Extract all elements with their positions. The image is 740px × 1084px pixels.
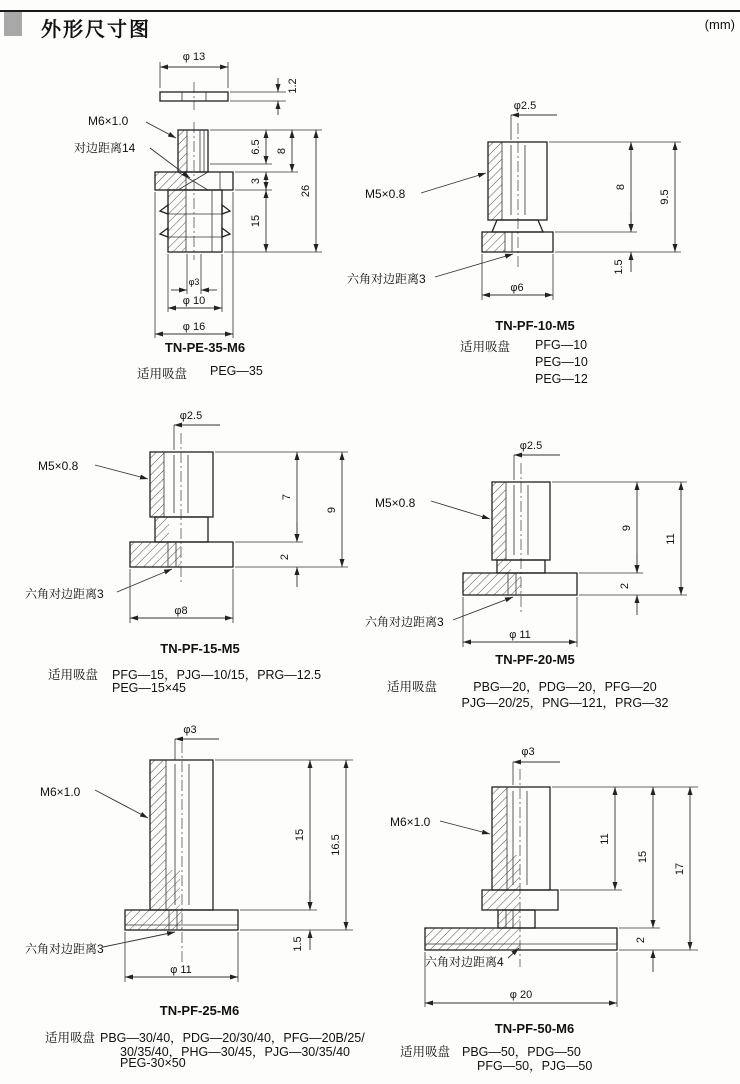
dim-hole: φ3 (521, 746, 535, 758)
thread-label: M6×1.0 (40, 785, 81, 799)
hex-flats-label: 六角对边距离3 (25, 587, 104, 601)
cups-label: 适用吸盘 (387, 680, 438, 694)
dim-shank-dia: φ 10 (182, 295, 206, 307)
dim-flange: 2 (635, 936, 647, 944)
cups-line: PEG—12 (535, 372, 588, 386)
part-geometry (425, 769, 617, 967)
header-accent-square (4, 12, 22, 36)
dim-flange: 1.5 (613, 259, 625, 275)
drawing-title: TN-PF-15-M5 (160, 641, 240, 656)
dim-upper: 15 (637, 850, 649, 864)
dim-overall: 17 (674, 862, 686, 876)
cups-line: PJG—20/25，PNG—121，PRG—32 (461, 696, 669, 710)
part-geometry (155, 82, 233, 260)
drawing-tn-pf-15-m5 (25, 405, 355, 635)
part-geometry (130, 433, 233, 583)
part-geometry (125, 742, 238, 962)
dim-flange-dia: φ8 (174, 605, 188, 617)
dimension-lines (421, 115, 681, 300)
dim-shank: 15 (250, 214, 262, 228)
part-geometry (463, 463, 577, 613)
cups-line: PEG—15×45 (112, 681, 187, 695)
thread-label: M5×0.8 (375, 496, 416, 510)
cups-line: PEG—10 (535, 355, 588, 369)
dim-flange-dia: φ 20 (509, 989, 533, 1001)
cups-label: 适用吸盘 (48, 668, 99, 682)
thread-label: M5×0.8 (365, 187, 406, 201)
cups-label: 适用吸盘 (400, 1045, 451, 1059)
unit-label: (mm) (704, 17, 735, 32)
dimension-lines (95, 425, 348, 623)
header-rule (0, 10, 740, 12)
dim-hole: φ2.5 (513, 100, 537, 112)
hex-flats-label: 六角对边距离4 (425, 955, 504, 969)
dimension-lines (425, 762, 698, 1007)
dim-washer-thickness: 1.2 (287, 78, 299, 94)
page-title: 外形尺寸图 (41, 19, 151, 41)
thread-label: M6×1.0 (390, 815, 431, 829)
hex-flats-label: 六角对边距离3 (365, 615, 444, 629)
part-geometry (482, 123, 553, 267)
dim-flange-dia: φ6 (510, 282, 524, 294)
cups-line: PFG—10 (535, 338, 588, 352)
cups-line: PEG-30×50 (120, 1056, 186, 1070)
dim-hole: φ3 (188, 277, 200, 287)
dim-overall: 9 (326, 506, 338, 514)
dim-upper: 7 (281, 493, 293, 501)
dim-overall: 9.5 (659, 189, 671, 205)
dim-upper: 8 (615, 183, 627, 191)
dim-flange: 1.5 (292, 936, 304, 952)
thread-label: M5×0.8 (38, 459, 79, 473)
drawing-title: TN-PF-20-M5 (495, 652, 575, 667)
dim-hole: φ3 (183, 724, 197, 736)
dim-upper: 8 (276, 147, 288, 155)
dimension-lines (95, 739, 353, 982)
drawing-tn-pe-35-m6 (60, 42, 350, 342)
cups-line: PBG—30/40，PDG—20/30/40，PFG—20B/25/ (100, 1031, 365, 1045)
cups-label: 适用吸盘 (137, 367, 188, 381)
drawing-tn-pf-10-m5 (345, 95, 730, 310)
cups-line: PBG—50，PDG—50 (462, 1045, 581, 1059)
dimension-lines (431, 455, 687, 647)
cups-line: PFG—15，PJG—10/15，PRG—12.5 (112, 668, 322, 682)
dim-flange: 3 (250, 177, 262, 185)
drawing-title: TN-PF-25-M6 (159, 1003, 240, 1018)
drawing-title: TN-PF-10-M5 (495, 318, 575, 333)
cups-line: PFG—50，PJG—50 (477, 1059, 593, 1073)
dim-hole: φ2.5 (179, 410, 203, 422)
drawing-tn-pf-25-m6 (25, 720, 380, 1000)
dim-top-dia: φ 13 (182, 51, 206, 63)
dim-thread-len: 6.5 (250, 139, 262, 155)
drawing-title: TN-PE-35-M6 (164, 340, 246, 355)
cups-line: 30/35/40，PHG—30/45，PJG—30/35/40 (120, 1045, 350, 1059)
cups-line: PBG—20，PDG—20，PFG—20 (473, 680, 657, 694)
dim-overall: 26 (300, 184, 312, 198)
hex-flats-label: 六角对边距离3 (25, 942, 104, 956)
hex-flats-label: 对边距离14 (74, 141, 136, 155)
dim-upper: 9 (621, 524, 633, 532)
cups-label: 适用吸盘 (460, 340, 511, 354)
hex-flats-label: 六角对边距离3 (347, 272, 426, 286)
thread-label: M6×1.0 (88, 114, 129, 128)
dim-overall: 16.5 (330, 834, 342, 856)
dim-upper: 15 (294, 828, 306, 842)
drawing-title: TN-PF-50-M6 (494, 1021, 575, 1036)
drawing-tn-pf-50-m6 (390, 735, 740, 1020)
dim-flange: 2 (279, 553, 291, 561)
dim-flange: 2 (619, 582, 631, 590)
dim-overall: 11 (665, 533, 677, 545)
cups-line: PEG—35 (210, 364, 263, 378)
drawing-tn-pf-20-m5 (365, 435, 695, 670)
dim-flange-dia: φ 16 (182, 321, 206, 333)
cups-label: 适用吸盘 (45, 1031, 96, 1045)
dim-flange-dia: φ 11 (509, 629, 531, 641)
dim-thread-len: 11 (599, 833, 611, 845)
dim-hole: φ2.5 (519, 440, 543, 452)
dim-flange-dia: φ 11 (170, 964, 192, 976)
